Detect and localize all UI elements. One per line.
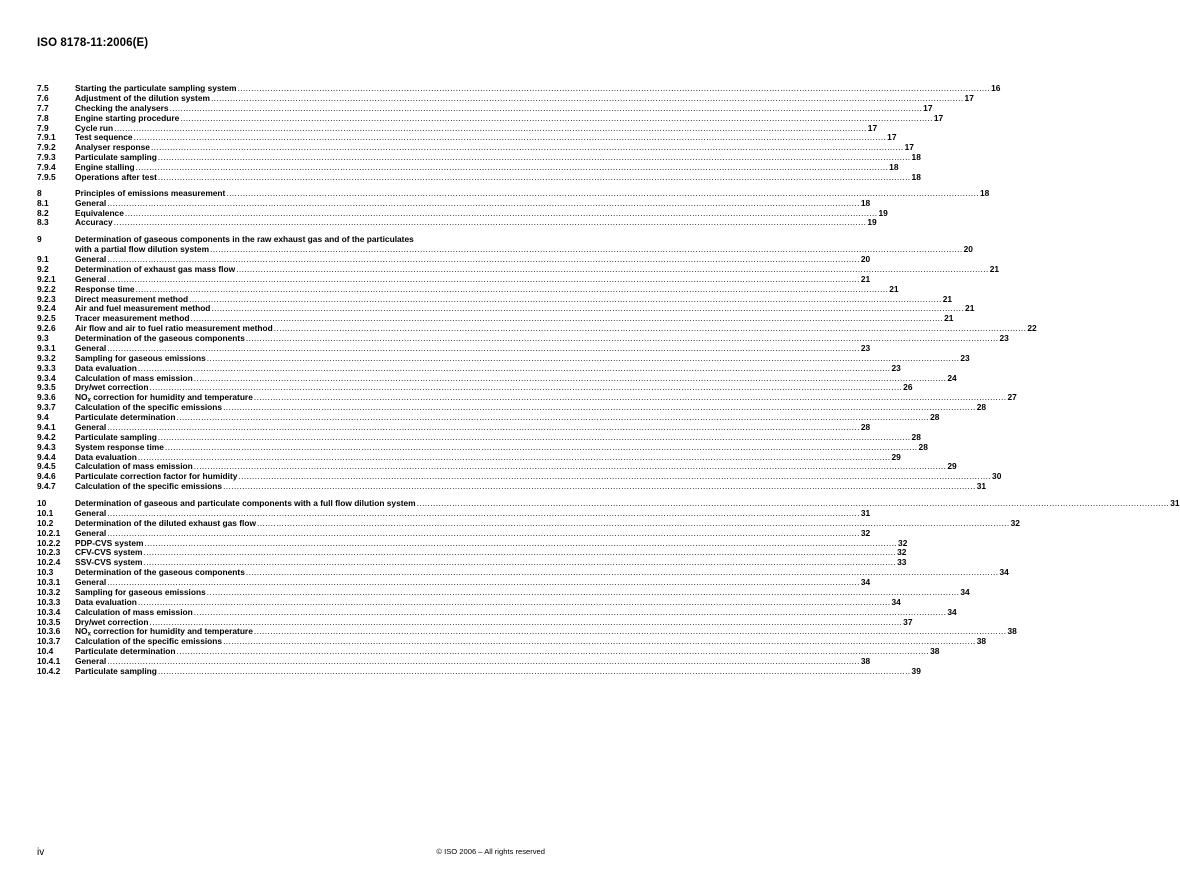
toc-entry-page: 16 <box>991 83 1001 93</box>
toc-entry-number: 10.3.6 <box>37 626 61 637</box>
toc-entry-number: 9.3.4 <box>37 372 56 383</box>
toc-entry-title: Checking the analysers <box>75 102 169 113</box>
toc-entry-number: 9.1 <box>37 254 49 264</box>
toc-entry-title: Calculation of mass emission <box>75 461 193 472</box>
toc-entry-page: 27 <box>1007 392 1017 403</box>
toc-entry-title: Starting the particulate sampling system <box>75 83 237 93</box>
toc-entry-title: Engine starting procedure <box>75 112 180 123</box>
toc-entry-page: 21 <box>965 303 975 314</box>
toc-entry-number: 9.3.7 <box>37 402 56 413</box>
toc-entry-number: 9.3.2 <box>37 352 56 363</box>
toc-entry-page: 17 <box>904 142 914 153</box>
toc-entry-page: 21 <box>942 293 953 304</box>
toc-entry-number: 9.4 <box>37 412 49 422</box>
toc-entry-page: 31 <box>1170 498 1180 508</box>
toc-entry-title: Test sequence <box>75 132 133 143</box>
toc-entry[interactable] <box>37 665 921 677</box>
toc-entry-number: 9.3.5 <box>37 382 56 393</box>
toc-entry-title: General <box>75 342 107 353</box>
toc-entry-page: 28 <box>860 421 871 432</box>
toc-entry-title: Principles of emissions measurement <box>75 187 226 198</box>
toc-entry-page: 34 <box>860 577 871 587</box>
toc-entry-page: 21 <box>944 313 954 324</box>
toc-entry-number: 9.3 <box>37 333 49 343</box>
toc-entry-page: 18 <box>979 187 990 198</box>
toc-entry-number: 10.3.1 <box>37 577 61 587</box>
toc-entry-page: 33 <box>897 557 907 568</box>
toc-entry-title: Data evaluation <box>75 451 137 462</box>
toc-entry-title: Sampling for gaseous emissions <box>75 586 206 597</box>
toc-entry-number: 10.3.7 <box>37 636 61 647</box>
toc-entry-number: 10 <box>37 498 47 508</box>
toc-entry-number: 9.3.1 <box>37 342 56 353</box>
toc-entry-number: 9 <box>37 234 42 245</box>
toc-entry-number: 9.4.4 <box>37 451 56 462</box>
toc-entry-page: 18 <box>889 162 899 172</box>
toc-entry-page: 20 <box>860 254 871 264</box>
toc-entry-title: Cycle run <box>75 122 114 133</box>
toc-entry-title: Particulate determination <box>75 646 176 657</box>
toc-entry-number: 9.2.5 <box>37 313 56 324</box>
toc-entry-number: 10.2.4 <box>37 557 61 568</box>
toc-entry-page: 38 <box>860 656 871 666</box>
toc-entry-page: 18 <box>911 171 921 182</box>
toc-entry-number: 7.7 <box>37 102 49 113</box>
toc-entry-number: 10.3.2 <box>37 586 61 597</box>
toc-entry-title: Equivalence <box>75 207 124 218</box>
page-number: iv <box>37 847 45 858</box>
toc-entry-page: 17 <box>933 112 944 123</box>
toc-entry-title-subscript: x <box>87 397 91 404</box>
toc-entry-number: 10.3.5 <box>37 616 61 627</box>
toc-entry-title: Direct measurement method <box>75 293 189 304</box>
page-footer <box>37 847 545 858</box>
toc-entry-number: 7.9.5 <box>37 171 56 182</box>
toc-entry-number: 7.9.1 <box>37 132 56 143</box>
toc-entry-page: 28 <box>976 402 987 413</box>
toc-entry-title: General <box>75 197 107 208</box>
toc-entry-title-continuation: with a partial flow dilution system <box>75 244 210 255</box>
copyright-notice: © ISO 2006 – All rights reserved <box>436 847 545 856</box>
document-id: ISO 8178-11:2006(E) <box>37 37 149 49</box>
toc-entry-title: Response time <box>75 283 135 294</box>
toc-entry-number: 9.2.6 <box>37 323 56 334</box>
toc-entry-title: Particulate sampling <box>75 152 157 163</box>
toc-entry-number: 8.1 <box>37 197 49 208</box>
toc-entry-page: 21 <box>889 283 899 294</box>
toc-entry-title: Accuracy <box>75 217 113 228</box>
toc-entry-title: Calculation of the specific emissions <box>75 636 223 647</box>
toc-entry-title: Sampling for gaseous emissions <box>75 352 206 363</box>
toc-entry-title: General <box>75 507 107 518</box>
toc-entry-title: Calculation of the specific emissions <box>75 402 223 413</box>
toc-entry-page: 26 <box>903 382 913 393</box>
toc-entry-page: 24 <box>947 372 957 383</box>
toc-dot-leader <box>158 173 911 183</box>
toc-entry-title: Particulate correction factor for humidity <box>75 471 238 482</box>
toc-entry-page: 38 <box>1007 626 1017 637</box>
toc-entry-number: 7.9.4 <box>37 162 56 172</box>
toc-entry-number: 9.2 <box>37 263 49 274</box>
toc-entry-number: 8 <box>37 187 42 198</box>
toc-entry-title-subscript: x <box>87 631 91 638</box>
toc-entry-title: Air flow and air to fuel ratio measurement method <box>75 323 273 334</box>
toc-entry-number: 10.3.3 <box>37 596 61 607</box>
toc-entry-number: 7.6 <box>37 92 49 103</box>
toc-entry-title: General <box>75 421 107 432</box>
toc-entry-page: 28 <box>918 441 928 452</box>
toc-entry-page: 22 <box>1027 323 1037 334</box>
toc-entry-number: 10.3 <box>37 567 54 578</box>
toc-entry-page: 38 <box>930 646 940 657</box>
toc-entry-title: Calculation of the specific emissions <box>75 481 223 492</box>
toc-entry-title: System response time <box>75 441 164 452</box>
toc-dot-leader <box>223 482 976 492</box>
table-of-contents <box>37 83 1180 677</box>
toc-entry-page: 31 <box>976 481 987 492</box>
toc-entry-title: Operations after test <box>75 171 157 182</box>
toc-entry-title: Determination of gaseous and particulate components with a full flow dilution system <box>75 498 416 508</box>
toc-entry-title: CFV-CVS system <box>75 547 143 558</box>
toc-entry-page: 29 <box>891 451 901 462</box>
toc-entry-number: 10.4.2 <box>37 665 61 676</box>
toc-entry-title: General <box>75 577 107 587</box>
toc-entry-page: 17 <box>923 102 933 113</box>
toc-dot-leader <box>158 667 911 677</box>
toc-entry-page: 21 <box>989 263 1000 274</box>
toc-entry-number: 7.9.2 <box>37 142 56 153</box>
toc-entry[interactable] <box>37 217 877 228</box>
toc-entry-page: 28 <box>911 431 921 442</box>
toc-entry-title: Tracer measurement method <box>75 313 190 324</box>
toc-entry-title: Analyser response <box>75 142 150 153</box>
toc-entry-page: 17 <box>964 92 974 103</box>
toc-entry-page: 19 <box>878 207 888 218</box>
toc-entry-number: 10.3.4 <box>37 606 61 617</box>
toc-entry-page: 32 <box>860 527 871 538</box>
toc-entry-page: 23 <box>960 352 970 363</box>
toc-entry-number: 8.2 <box>37 207 49 218</box>
toc-entry-title: Data evaluation <box>75 362 137 373</box>
toc-entry[interactable] <box>37 171 921 183</box>
toc-entry-number: 9.2.2 <box>37 283 56 294</box>
toc-entry-page: 19 <box>867 217 877 228</box>
toc-entry-page: 37 <box>903 616 913 627</box>
toc-entry-title: Determination of exhaust gas mass flow <box>75 263 236 274</box>
toc-entry-title: Particulate determination <box>75 412 176 422</box>
toc-entry-title: Determination of the diluted exhaust gas flow <box>75 517 257 528</box>
toc-entry-title: General <box>75 656 107 666</box>
toc-entry-page: 21 <box>860 273 871 284</box>
toc-entry-title: Dry/wet correction <box>75 382 149 393</box>
toc-entry-number: 10.4.1 <box>37 656 61 666</box>
toc-entry-title: Determination of the gaseous components <box>75 567 245 578</box>
toc-entry-page: 28 <box>930 412 940 422</box>
toc-entry-number: 10.4 <box>37 646 54 657</box>
toc-entry-number: 9.4.2 <box>37 431 56 442</box>
toc-entry-title: Calculation of mass emission <box>75 606 193 617</box>
toc-entry-title: Data evaluation <box>75 596 137 607</box>
toc-entry-title: General <box>75 527 107 538</box>
toc-entry-title: Air and fuel measurement method <box>75 303 211 314</box>
toc-entry-title: Engine stalling <box>75 162 135 172</box>
toc-dot-leader <box>114 218 867 228</box>
toc-entry-page: 34 <box>947 606 957 617</box>
toc-entry-title: PDP-CVS system <box>75 537 144 548</box>
toc-entry-number: 9.4.6 <box>37 471 56 482</box>
toc-entry[interactable] <box>37 481 987 492</box>
toc-entry-number: 10.1 <box>37 507 54 518</box>
toc-entry-number: 9.2.3 <box>37 293 56 304</box>
toc-entry-title: Particulate sampling <box>75 431 157 442</box>
toc-entry-title: General <box>75 254 107 264</box>
toc-entry-title-rest: correction for humidity and temperature <box>90 392 253 403</box>
toc-entry-title-prefix: NO <box>75 392 88 403</box>
toc-entry-page: 30 <box>992 471 1002 482</box>
toc-entry-page: 32 <box>897 547 907 558</box>
toc-entry-number: 10.2.3 <box>37 547 61 558</box>
toc-entry-title: Adjustment of the dilution system <box>75 92 210 103</box>
toc-entry-page: 34 <box>891 596 901 607</box>
toc-entry-number: 9.2.1 <box>37 273 56 284</box>
toc-entry-page: 38 <box>976 636 987 647</box>
toc-entry-page: 18 <box>911 152 921 163</box>
toc-entry-title: Dry/wet correction <box>75 616 149 627</box>
toc-entry-number: 9.4.1 <box>37 421 56 432</box>
toc-entry-page: 34 <box>960 586 970 597</box>
toc-entry-page: 29 <box>947 461 957 472</box>
toc-entry-number: 9.4.3 <box>37 441 56 452</box>
toc-entry-number: 7.9.3 <box>37 152 56 163</box>
toc-entry-page: 17 <box>867 122 878 133</box>
toc-entry-number: 7.5 <box>37 83 49 93</box>
toc-entry-title: SSV-CVS system <box>75 557 143 568</box>
toc-entry-title: General <box>75 273 107 284</box>
toc-entry-number: 9.4.5 <box>37 461 56 472</box>
toc-entry-title-prefix: NO <box>75 626 88 637</box>
toc-entry-page: 32 <box>898 537 908 548</box>
toc-entry-number: 7.9 <box>37 122 49 133</box>
toc-entry-number: 9.3.3 <box>37 362 56 373</box>
toc-entry-title-rest: correction for humidity and temperature <box>90 626 253 637</box>
toc-entry-number: 10.2 <box>37 517 54 528</box>
toc-entry-page: 17 <box>887 132 897 143</box>
toc-entry-title: Determination of the gaseous components <box>75 333 245 343</box>
toc-entry-number: 10.2.2 <box>37 537 61 548</box>
toc-entry-number: 10.2.1 <box>37 527 61 538</box>
toc-entry-page: 18 <box>860 197 871 208</box>
toc-entry-number: 8.3 <box>37 217 49 228</box>
toc-entry-number: 9.4.7 <box>37 481 56 492</box>
toc-entry-page: 23 <box>999 333 1009 343</box>
toc-entry-title: Determination of gaseous components in the raw exhaust gas and of the particulates <box>75 234 414 245</box>
toc-entry-page: 20 <box>963 244 973 255</box>
toc-entry-number: 9.2.4 <box>37 303 56 314</box>
toc-entry-number: 7.8 <box>37 112 49 123</box>
toc-entry-page: 39 <box>911 665 921 676</box>
toc-entry-page: 32 <box>1010 517 1020 528</box>
toc-entry-page: 31 <box>860 507 871 518</box>
toc-entry-title: Particulate sampling <box>75 665 157 676</box>
toc-entry-number: 9.3.6 <box>37 392 56 403</box>
toc-entry-page: 23 <box>891 362 901 373</box>
toc-entry-page: 34 <box>999 567 1009 578</box>
toc-entry-title: Calculation of mass emission <box>75 372 193 383</box>
toc-entry-page: 23 <box>860 342 871 353</box>
